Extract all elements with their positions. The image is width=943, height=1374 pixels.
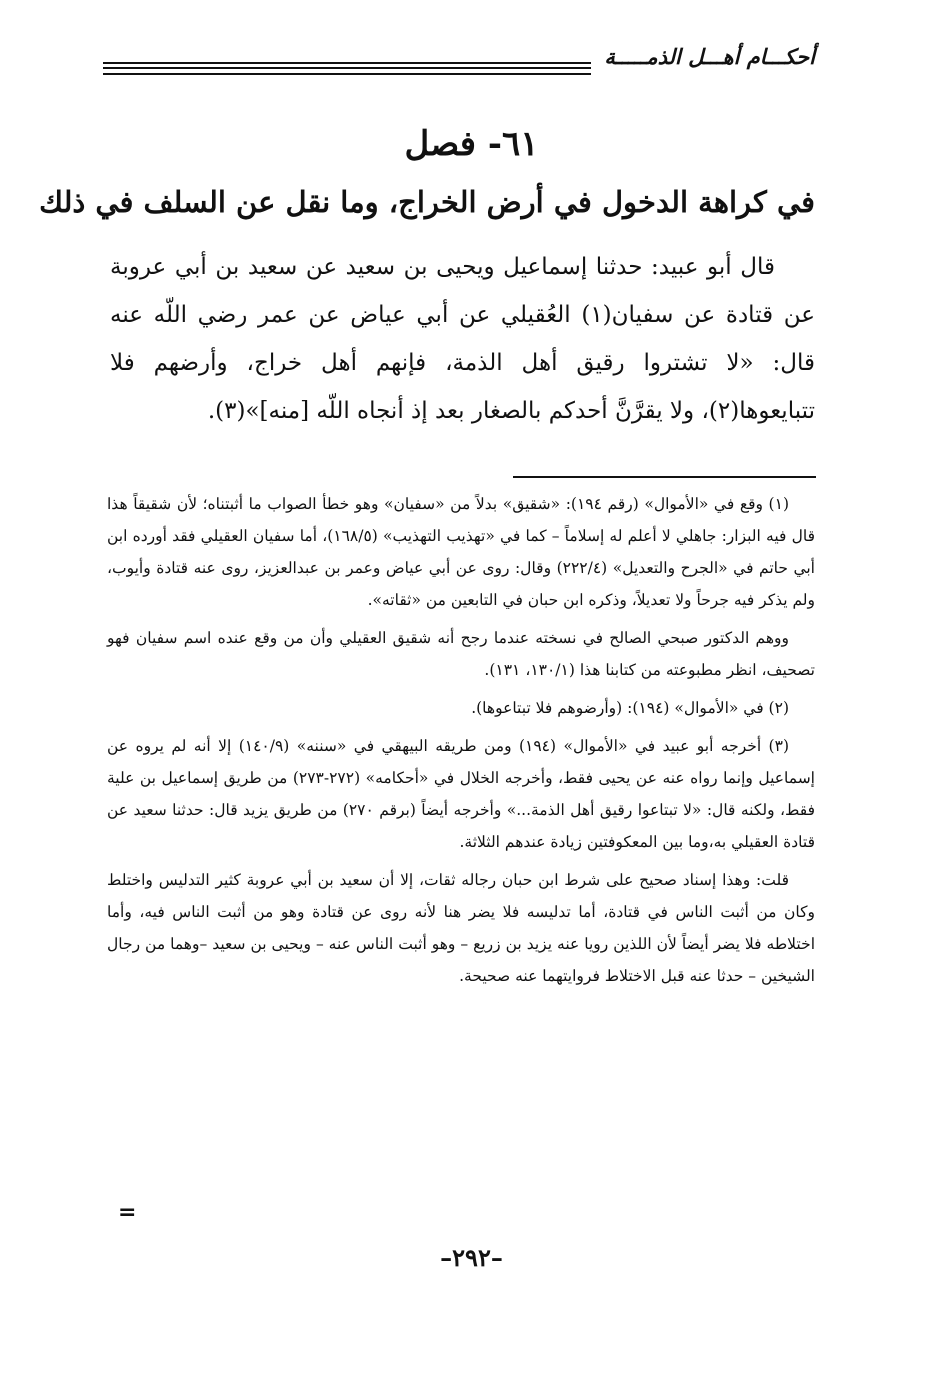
footnote-1: (١) وقع في «الأموال» (رقم ١٩٤): «شقيق» بدلاً من «سفيان» وهو خطأ الصواب ما أثبتناه؛ لأن شقيقاً هذا قال فيه البزار: جاهلي لا أعلم له إسلاماً – كما في «تهذيب التهذيب» (١٦٨/٥)، أما سفيان العقيلي فقد أورده ابن أبي حاتم في «الجرح والتعديل» (٢٢٢/٤) وقال: روى عن أبي عياض وعمر بن عبدالعزيز، روى عنه قتادة وأيوب، ولم يذكر فيه جرحاً ولا تعديلاً، وذكره ابن حبان في التابعين من «ثقاته». bbox=[107, 495, 815, 609]
footnotes bbox=[107, 488, 815, 998]
footnote-3: (٣) أخرجه أبو عبيد في «الأموال» (١٩٤) ومن طريقه البيهقي في «سننه» (١٤٠/٩) إلا أنه لم يروه عن إسماعيل وإنما رواه عنه عن يحيى فقط، وأخرجه الخلال في «أحكامه» (٢٧٢-٢٧٣) من طريق إسماعيل بن علية فقط، ولكنه قال: «لا تبتاعوا رقيق أهل الذمة...» وأخرجه أيضاً (برقم ٢٧٠) من طريق يزيد قال: حدثنا سعيد عن قتادة العقيلي به،وما بين المعكوفتين زيادة عندهم الثلاثة. bbox=[107, 737, 815, 851]
footnote-2: (٢) في «الأموال» (١٩٤): (وأرضوهم فلا تبتاعوها). bbox=[471, 699, 789, 717]
footnote-3-commentary: قلت: وهذا إسناد صحيح على شرط ابن حبان رجاله ثقات، إلا أن سعيد بن أبي عروبة كثير التدليس واختلط وكان من أثبت الناس في قتادة، أما تدليسه فلا يضر هنا لأنه روى عن قتادة وهو من أثبت الناس فيه، وأما اختلاطه فلا يضر أيضاً لأن اللذين رويا عنه يزيد بن زريع – وهو أثبت الناس عنه – ويحيى بن سعيد –وهما من رجال الشيخين – حدثا عنه قبل الاختلاط فروايتهما عنه صحيحة. bbox=[107, 871, 815, 985]
running-header-title: أحكـــام أهـــل الذمـــــة bbox=[604, 45, 815, 69]
main-text-body: قال أبو عبيد: حدثنا إسماعيل ويحيى بن سعيد عن سعيد بن أبي عروبة عن قتادة عن سفيان(١) العُقيلي عن أبي عياض عن عمر رضي اللّه عنه قال: «لا تشتروا رقيق أهل الذمة، فإنهم أهل خراج، وأرضهم فلا تتبايعوها(٢)، ولا يقرَّنَّ أحدكم بالصغار بعد إذ أنجاه اللّه [منه]»(٣). bbox=[110, 254, 815, 424]
main-text-paragraph bbox=[110, 243, 815, 435]
chapter-number: ٦١- فصل bbox=[404, 124, 539, 164]
chapter-title: في كراهة الدخول في أرض الخراج، وما نقل عن السلف في ذلك bbox=[39, 185, 815, 219]
page-number: –٢٩٢– bbox=[440, 1243, 503, 1272]
header-double-rule bbox=[103, 62, 591, 75]
footnote-separator bbox=[513, 476, 816, 478]
continuation-mark: = bbox=[118, 1200, 137, 1225]
footnote-1-continuation: ووهم الدكتور صبحي الصالح في نسخته عندما رجح أنه شقيق العقيلي وأن من وقع عنده اسم سفيان فهو تصحيف، انظر مطبوعته من كتابنا هذا (١٣٠/١، ١٣١). bbox=[107, 629, 815, 679]
